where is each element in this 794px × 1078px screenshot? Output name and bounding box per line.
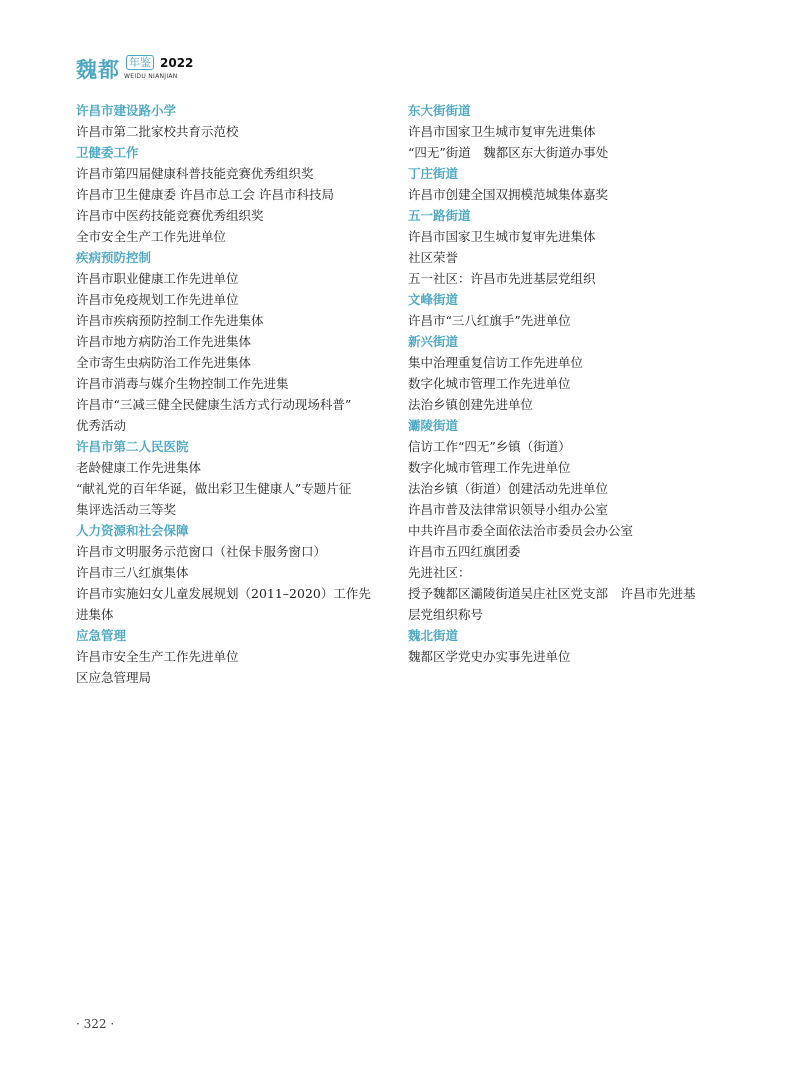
section-heading: 疾病预防控制 xyxy=(76,250,152,265)
award-entry: 许昌市消毒与媒介生物控制工作先进集 xyxy=(76,376,289,391)
award-entry: “献礼党的百年华诞，做出彩卫生健康人”专题片征 xyxy=(76,481,352,496)
award-entry: 许昌市第四届健康科普技能竞赛优秀组织奖 xyxy=(76,166,314,181)
award-entry: 五一社区：许昌市先进基层党组织 xyxy=(408,271,596,286)
award-entry: 许昌市国家卫生城市复审先进集体 xyxy=(408,229,596,244)
award-entry: 全市寄生虫病防治工作先进集体 xyxy=(76,355,252,370)
yearbook-logo-badge: 年鉴 xyxy=(126,55,154,70)
section-heading: 东大街街道 xyxy=(408,103,471,118)
award-entry: 许昌市卫生健康委 许昌市总工会 许昌市科技局 xyxy=(76,187,334,202)
section-heading: 卫健委工作 xyxy=(76,145,139,160)
award-entry: 许昌市疾病预防控制工作先进集体 xyxy=(76,313,264,328)
award-entry: 先进社区： xyxy=(408,565,471,580)
award-entry: 许昌市三八红旗集体 xyxy=(76,565,189,580)
section-heading: 新兴街道 xyxy=(408,334,459,349)
section-heading: 丁庄街道 xyxy=(408,166,459,181)
section-heading: 魏北街道 xyxy=(408,628,459,643)
award-entry: 许昌市“三减三健全民健康生活方式行动现场科普” xyxy=(76,397,352,412)
right-column xyxy=(408,100,724,667)
award-entry: 许昌市创建全国双拥模范城集体嘉奖 xyxy=(408,187,609,202)
award-entry: 许昌市职业健康工作先进单位 xyxy=(76,271,239,286)
award-entry: 数字化城市管理工作先进单位 xyxy=(408,376,571,391)
award-entry: 许昌市第二批家校共育示范校 xyxy=(76,124,239,139)
award-entry: 许昌市国家卫生城市复审先进集体 xyxy=(408,124,596,139)
yearbook-logo-subtitle: WEIDU NIANJIAN xyxy=(124,73,178,80)
award-entry: 社区荣誉 xyxy=(408,250,459,265)
award-entry: 许昌市实施妇女儿童发展规划（2011–2020）工作先 xyxy=(76,586,371,601)
award-entry: 集评选活动三等奖 xyxy=(76,502,177,517)
section-heading: 人力资源和社会保障 xyxy=(76,523,189,538)
award-entry: 法治乡镇创建先进单位 xyxy=(408,397,534,412)
award-entry: 授予魏都区灞陵街道吴庄社区党支部 许昌市先进基 xyxy=(408,586,696,601)
award-entry: 数字化城市管理工作先进单位 xyxy=(408,460,571,475)
section-heading: 文峰街道 xyxy=(408,292,459,307)
award-entry: 许昌市文明服务示范窗口（社保卡服务窗口） xyxy=(76,544,327,559)
award-entry: 信访工作“四无”乡镇（街道） xyxy=(408,439,571,454)
section-heading: 五一路街道 xyxy=(408,208,471,223)
award-entry: 许昌市安全生产工作先进单位 xyxy=(76,649,239,664)
award-entry: “四无”街道 魏都区东大街道办事处 xyxy=(408,145,609,160)
award-entry: 进集体 xyxy=(76,607,114,622)
section-heading: 应急管理 xyxy=(76,628,127,643)
yearbook-logo-year: 2022 xyxy=(160,56,194,70)
award-entry: 全市安全生产工作先进单位 xyxy=(76,229,227,244)
award-entry: 中共许昌市委全面依法治市委员会办公室 xyxy=(408,523,634,538)
yearbook-logo-title: 魏都 xyxy=(76,58,120,82)
award-entry: 魏都区学党史办实事先进单位 xyxy=(408,649,571,664)
award-entry: 法治乡镇（街道）创建活动先进单位 xyxy=(408,481,609,496)
award-entry: 许昌市“三八红旗手”先进单位 xyxy=(408,313,571,328)
page-number: · 322 · xyxy=(76,1017,115,1031)
section-heading: 许昌市建设路小学 xyxy=(76,103,177,118)
award-entry: 许昌市普及法律常识领导小组办公室 xyxy=(408,502,609,517)
award-entry: 许昌市地方病防治工作先进集体 xyxy=(76,334,252,349)
left-column xyxy=(76,100,388,688)
award-entry: 优秀活动 xyxy=(76,418,127,433)
award-entry: 许昌市免疫规划工作先进单位 xyxy=(76,292,239,307)
section-heading: 许昌市第二人民医院 xyxy=(76,439,189,454)
section-heading: 灞陵街道 xyxy=(408,418,459,433)
award-entry: 许昌市五四红旗团委 xyxy=(408,544,521,559)
award-entry: 集中治理重复信访工作先进单位 xyxy=(408,355,584,370)
award-entry: 层党组织称号 xyxy=(408,607,484,622)
award-entry: 区应急管理局 xyxy=(76,670,152,685)
award-entry: 老龄健康工作先进集体 xyxy=(76,460,202,475)
award-entry: 许昌市中医药技能竞赛优秀组织奖 xyxy=(76,208,264,223)
